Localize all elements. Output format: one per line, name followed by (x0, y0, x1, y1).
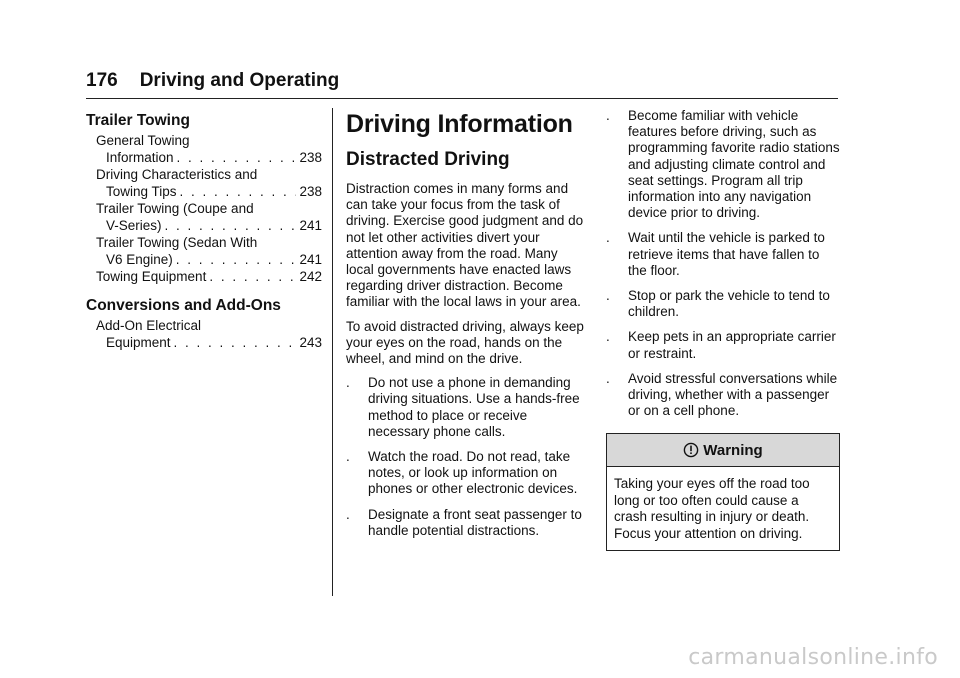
list-item: . Stop or park the vehicle to tend to children. (606, 288, 830, 320)
bullet-marker: . (606, 329, 610, 345)
list-item: . Keep pets in an appropriate carrier or restraint. (606, 329, 836, 361)
toc-entry[interactable]: Trailer Towing (Sedan With V6 Engine) . . . 241 (96, 234, 322, 268)
warning-text: Taking your eyes off the road too long or too often could cause a crash resulting in injury or death. Focus your attention on driving. (614, 476, 810, 541)
paragraph: To avoid distracted driving, always keep your eyes on the road, hands on the wheel, and mind on the drive. (346, 318, 584, 367)
toc-heading-conversions: Conversions and Add-Ons (86, 297, 281, 314)
toc-entry[interactable]: General Towing Information . . . 238 (96, 132, 322, 166)
bullet-marker: . (606, 288, 610, 304)
warning-label: Warning (703, 441, 763, 459)
page-number: 176 (86, 70, 118, 91)
bullet-marker: . (606, 108, 610, 123)
toc-entry[interactable]: Add-On Electrical Equipment . . . 243 (96, 317, 322, 351)
toc-entry[interactable]: Trailer Towing (Coupe and V-Series) . . . 241 (96, 200, 322, 234)
toc-entry[interactable]: Towing Equipment . . . 242 (96, 268, 322, 285)
toc-heading-trailer-towing: Trailer Towing (86, 112, 190, 129)
warning-header (607, 434, 839, 467)
main-column (346, 108, 584, 548)
right-column (606, 108, 840, 551)
list-item: . Avoid stressful conversations while driving, whether with a passenger or on a cell phone. (606, 370, 838, 419)
toc-entry[interactable]: Driving Characteristics and Towing Tips . . . 238 (96, 166, 322, 200)
warning-box (606, 433, 840, 551)
warning-icon (683, 442, 699, 458)
chapter-title: Driving Information (346, 110, 573, 138)
bullet-marker: . (346, 375, 350, 391)
toc-column (86, 108, 322, 351)
list-item: . Do not use a phone in demanding driving situations. Use a hands-free method to place or receive necessary phone calls. (346, 375, 580, 439)
paragraph: Distraction comes in many forms and can take your focus from the task of driving. Exercise good judgment and do not let other activities divert your attention away from the road. Many local governments have enacted laws regarding driver distraction. Become familiar with the local laws in your area. (346, 181, 584, 310)
section-title: Driving and Operating (139, 70, 340, 91)
bullet-marker: . (606, 370, 610, 386)
bullet-marker: . (606, 230, 610, 246)
list-item: . Designate a front seat passenger to handle potential distractions. (346, 506, 582, 538)
column-divider (332, 108, 333, 596)
watermark: carmanualsonline.info (688, 645, 938, 670)
list-item: . Wait until the vehicle is parked to retrieve items that have fallen to the floor. (606, 230, 825, 278)
bullet-marker: . (346, 506, 350, 522)
list-item: . Watch the road. Do not read, take notes, or look up information on phones or other electronic devices. (346, 449, 578, 497)
list-item: . Become familiar with vehicle features before driving, such as programming favorite radio stations and adjusting climate control and seat settings. Program all trip information into any navigation device prior to driving. (606, 108, 840, 221)
section-heading: Distracted Driving (346, 149, 510, 170)
bullet-marker: . (346, 449, 350, 465)
page-header (86, 70, 838, 99)
